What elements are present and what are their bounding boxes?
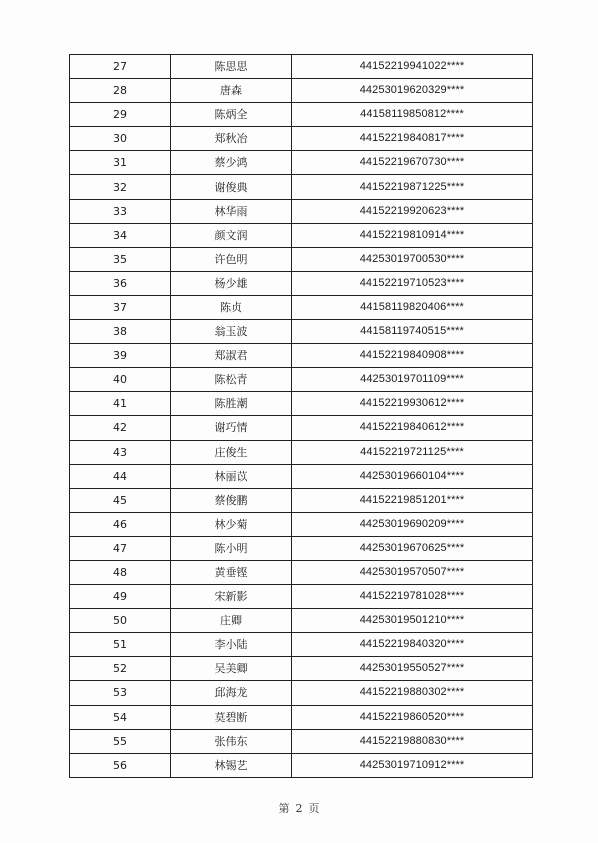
id-number-cell: 44253019501210**** <box>292 609 533 633</box>
id-number-cell: 44253019710912**** <box>292 753 533 777</box>
table-row <box>70 127 533 151</box>
row-number-cell: 45 <box>70 488 171 512</box>
id-number-cell: 44152219941022**** <box>292 55 533 79</box>
row-number-cell: 28 <box>70 79 171 103</box>
row-number-cell: 36 <box>70 271 171 295</box>
id-number-cell: 44152219721125**** <box>292 440 533 464</box>
table-row <box>70 320 533 344</box>
table-row <box>70 729 533 753</box>
table-row <box>70 464 533 488</box>
row-number-cell: 31 <box>70 151 171 175</box>
page-number: 2 <box>295 802 303 815</box>
table-row <box>70 609 533 633</box>
name-cell: 庄俊生 <box>171 440 292 464</box>
row-number-cell: 30 <box>70 127 171 151</box>
id-number-cell: 44253019670625**** <box>292 536 533 560</box>
name-cell: 陈胜潮 <box>171 392 292 416</box>
row-number-cell: 33 <box>70 199 171 223</box>
page-number-prefix: 第 <box>278 802 290 815</box>
id-number-cell: 44253019701109**** <box>292 368 533 392</box>
row-number-cell: 34 <box>70 223 171 247</box>
id-number-cell: 44152219851201**** <box>292 488 533 512</box>
name-cell: 谢巧情 <box>171 416 292 440</box>
name-cell: 陈思思 <box>171 55 292 79</box>
name-cell: 吴美卿 <box>171 657 292 681</box>
name-cell: 郑秋冶 <box>171 127 292 151</box>
id-number-cell: 44158119740515**** <box>292 320 533 344</box>
table-row <box>70 368 533 392</box>
id-number-cell: 44152219810914**** <box>292 223 533 247</box>
id-number-cell: 44152219860520**** <box>292 705 533 729</box>
table-row <box>70 247 533 271</box>
id-number-cell: 44152219710523**** <box>292 271 533 295</box>
name-cell: 陈贞 <box>171 295 292 319</box>
row-number-cell: 38 <box>70 320 171 344</box>
table-row <box>70 657 533 681</box>
id-number-cell: 44152219880302**** <box>292 681 533 705</box>
row-number-cell: 43 <box>70 440 171 464</box>
table-row <box>70 55 533 79</box>
name-cell: 郑淑君 <box>171 344 292 368</box>
table-row <box>70 585 533 609</box>
name-cell: 许色明 <box>171 247 292 271</box>
id-number-cell: 44253019570507**** <box>292 560 533 584</box>
table-row <box>70 416 533 440</box>
row-number-cell: 52 <box>70 657 171 681</box>
row-number-cell: 53 <box>70 681 171 705</box>
table-row <box>70 705 533 729</box>
id-number-cell: 44152219840612**** <box>292 416 533 440</box>
name-cell: 李小陆 <box>171 633 292 657</box>
id-number-cell: 44152219880830**** <box>292 729 533 753</box>
row-number-cell: 44 <box>70 464 171 488</box>
name-cell: 蔡少鸿 <box>171 151 292 175</box>
row-number-cell: 41 <box>70 392 171 416</box>
name-cell: 林丽苡 <box>171 464 292 488</box>
row-number-cell: 37 <box>70 295 171 319</box>
table-row <box>70 753 533 777</box>
table-row <box>70 392 533 416</box>
table-row <box>70 295 533 319</box>
name-cell: 颜文润 <box>171 223 292 247</box>
table-row <box>70 681 533 705</box>
id-number-cell: 44152219670730**** <box>292 151 533 175</box>
row-number-cell: 42 <box>70 416 171 440</box>
name-cell: 唐森 <box>171 79 292 103</box>
id-number-cell: 44152219920623**** <box>292 199 533 223</box>
name-cell: 蔡俊鹏 <box>171 488 292 512</box>
row-number-cell: 55 <box>70 729 171 753</box>
id-number-cell: 44158119820406**** <box>292 295 533 319</box>
id-number-cell: 44152219840908**** <box>292 344 533 368</box>
name-cell: 陈松青 <box>171 368 292 392</box>
row-number-cell: 35 <box>70 247 171 271</box>
id-number-cell: 44152219840817**** <box>292 127 533 151</box>
table-row <box>70 440 533 464</box>
table-row <box>70 79 533 103</box>
row-number-cell: 56 <box>70 753 171 777</box>
row-number-cell: 49 <box>70 585 171 609</box>
name-cell: 莫碧断 <box>171 705 292 729</box>
row-number-cell: 29 <box>70 103 171 127</box>
name-cell: 邱海龙 <box>171 681 292 705</box>
name-cell: 谢俊典 <box>171 175 292 199</box>
roster-table-body <box>70 55 533 778</box>
id-number-cell: 44253019700530**** <box>292 247 533 271</box>
table-row <box>70 344 533 368</box>
table-row <box>70 103 533 127</box>
name-cell: 翁玉波 <box>171 320 292 344</box>
roster-table <box>69 54 533 778</box>
table-row <box>70 633 533 657</box>
row-number-cell: 48 <box>70 560 171 584</box>
row-number-cell: 47 <box>70 536 171 560</box>
row-number-cell: 54 <box>70 705 171 729</box>
id-number-cell: 44152219781028**** <box>292 585 533 609</box>
name-cell: 陈小明 <box>171 536 292 560</box>
page-footer <box>0 800 598 816</box>
table-row <box>70 512 533 536</box>
page-number-suffix: 页 <box>308 802 320 815</box>
name-cell: 杨少雄 <box>171 271 292 295</box>
table-row <box>70 560 533 584</box>
table-row <box>70 175 533 199</box>
row-number-cell: 39 <box>70 344 171 368</box>
row-number-cell: 27 <box>70 55 171 79</box>
row-number-cell: 32 <box>70 175 171 199</box>
table-row <box>70 223 533 247</box>
table-row <box>70 271 533 295</box>
name-cell: 林少菊 <box>171 512 292 536</box>
name-cell: 宋新影 <box>171 585 292 609</box>
id-number-cell: 44253019620329**** <box>292 79 533 103</box>
row-number-cell: 46 <box>70 512 171 536</box>
name-cell: 陈炳全 <box>171 103 292 127</box>
table-row <box>70 536 533 560</box>
name-cell: 林华雨 <box>171 199 292 223</box>
table-row <box>70 488 533 512</box>
id-number-cell: 44253019660104**** <box>292 464 533 488</box>
table-row <box>70 199 533 223</box>
table-row <box>70 151 533 175</box>
name-cell: 张伟东 <box>171 729 292 753</box>
id-number-cell: 44152219871225**** <box>292 175 533 199</box>
name-cell: 林锡艺 <box>171 753 292 777</box>
row-number-cell: 51 <box>70 633 171 657</box>
row-number-cell: 50 <box>70 609 171 633</box>
id-number-cell: 44158119850812**** <box>292 103 533 127</box>
name-cell: 黄垂铿 <box>171 560 292 584</box>
id-number-cell: 44152219840320**** <box>292 633 533 657</box>
id-number-cell: 44152219930612**** <box>292 392 533 416</box>
row-number-cell: 40 <box>70 368 171 392</box>
id-number-cell: 44253019550527**** <box>292 657 533 681</box>
name-cell: 庄卿 <box>171 609 292 633</box>
id-number-cell: 44253019690209**** <box>292 512 533 536</box>
